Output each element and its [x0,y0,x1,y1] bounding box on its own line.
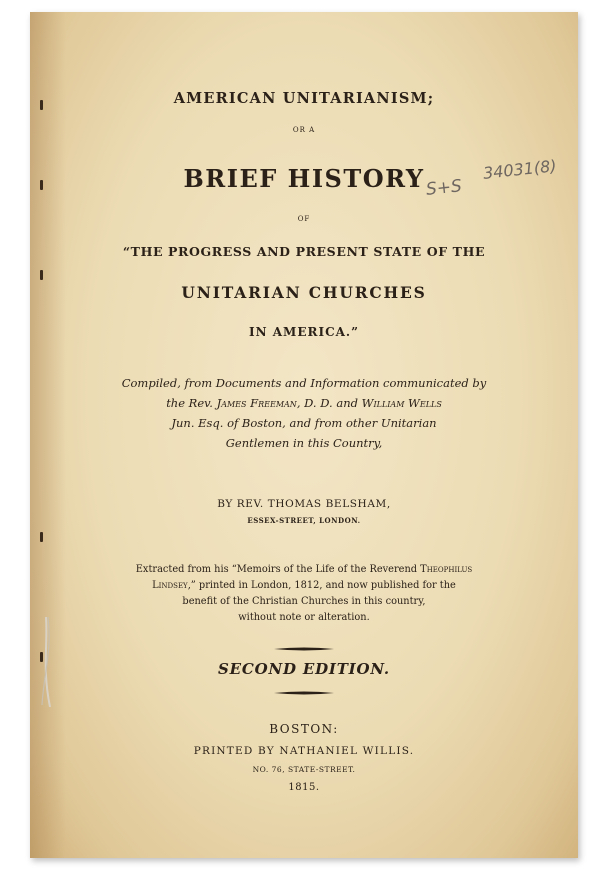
book-title: AMERICAN UNITARIANISM; [173,90,435,107]
extract-note-line: benefit of the Christian Churches in this country, [182,596,426,607]
subtitle-connector: OR A [292,126,316,134]
ornamental-rule [274,690,334,696]
subtitle: BRIEF HISTORY [183,164,425,193]
extract-note-line: Lindsey,” printed in London, 1812, and now published for the [152,580,456,591]
extract-note-line: without note or alteration. [238,612,370,623]
subtitle-line: “THE PROGRESS AND PRESENT STATE OF THE [122,244,486,259]
compiled-note-line: Jun. Esq. of Boston, and from other Unitarian [171,416,437,430]
author-line: BY REV. THOMAS BELSHAM, [217,498,391,510]
compiled-note-line: Gentlemen in this Country, [225,436,383,450]
ornamental-rule [274,646,334,652]
compiled-note-line: Compiled, from Documents and Information communicated by [121,376,487,390]
extract-note-line: Extracted from his “Memoirs of the Life of the Reverend Theophilus [135,564,473,575]
subtitle-line: UNITARIAN CHURCHES [181,283,427,302]
author-address: ESSEX-STREET, LONDON. [247,516,361,525]
pencil-annotation: S+S [425,176,463,200]
subtitle-connector: OF [297,215,311,223]
pencil-annotation: 34031(8) [482,156,558,183]
imprint-address: NO. 76, STATE-STREET. [252,765,356,774]
binding-stitch [40,532,43,542]
compiled-note-line: the Rev. James Freeman, D. D. and William Wells [166,396,442,410]
imprint-year: 1815. [288,782,320,793]
imprint-city: BOSTON: [269,722,339,736]
edition-statement: SECOND EDITION. [218,660,390,678]
imprint-printer: PRINTED BY NATHANIEL WILLIS. [193,745,415,757]
binding-stitch [40,270,43,280]
subtitle-line: IN AMERICA.” [248,325,360,339]
title-page [30,12,578,858]
